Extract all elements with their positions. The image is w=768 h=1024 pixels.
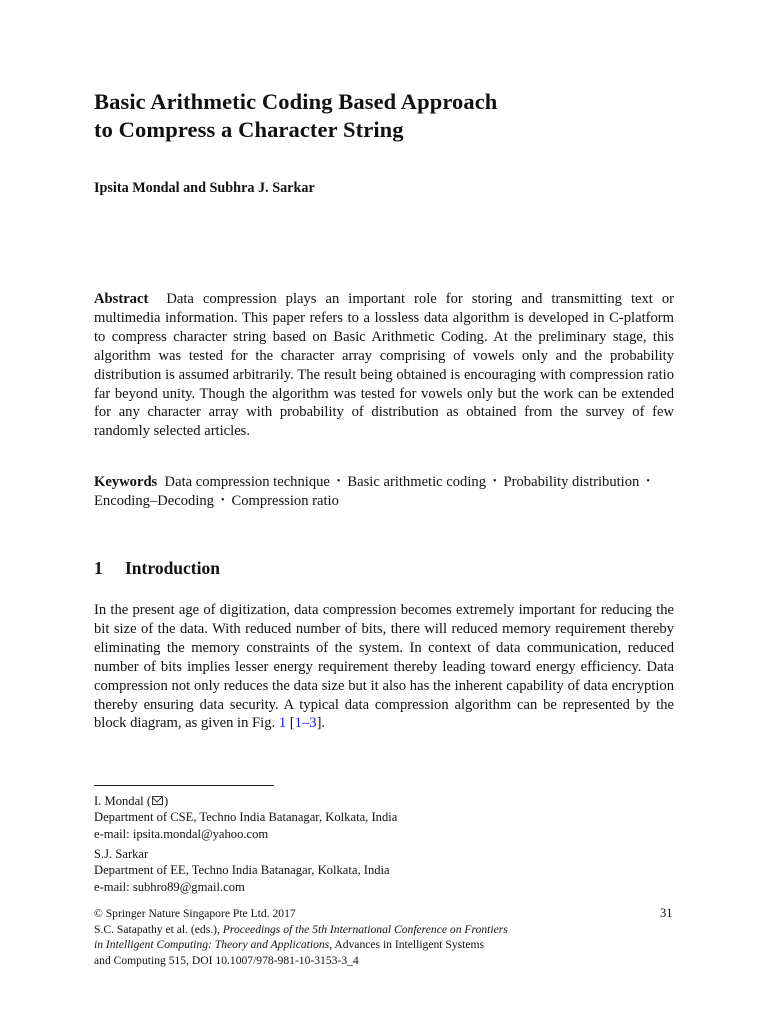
mail-icon: [152, 796, 163, 805]
footnote-affiliation: Department of CSE, Techno India Batanagar, Kolkata, India: [94, 810, 398, 825]
proceedings-title-part-1: Proceedings of the 5th International Conference on Frontiers: [222, 922, 508, 936]
author-footnote-sarkar: [94, 846, 674, 895]
footnote-author-line: [94, 793, 674, 809]
section-number: 1: [94, 558, 103, 578]
copyright-line: © Springer Nature Singapore Pte Ltd. 2017: [94, 907, 296, 920]
series-name: , Advances in Intelligent Systems: [329, 938, 485, 952]
keyword-separator: •: [493, 476, 497, 487]
footnote-affiliation: Department of EE, Techno India Batanagar, Kolkata, India: [94, 863, 390, 878]
footnote-author-name: S.J. Sarkar: [94, 847, 149, 861]
footnote-divider: [94, 785, 274, 786]
page-number: 31: [660, 906, 673, 920]
citation-link[interactable]: 1–3: [294, 715, 317, 732]
introduction-text: In the present age of digitization, data compression becomes extremely important for reducing the bit size of the data. With reduced number of bits, there will reduced memory requirement thereby eliminating the memory constraints of the system. In context of data communication, reduced number of bits implies lesser energy requirement thereby leading toward energy efficiency. Data compression not only reduces the data size but it also has the inherent capability of data encryption thereby ensuring data security. A typical data compression algorithm can be represented by the block diagram, as given in Fig.: [94, 602, 674, 732]
paper-title: [94, 88, 654, 144]
figure-link[interactable]: 1: [278, 715, 287, 732]
title-line-1: Basic Arithmetic Coding Based Approach: [94, 89, 498, 114]
introduction-paragraph: [94, 601, 674, 733]
keyword-separator: •: [336, 476, 341, 487]
keyword-separator: •: [220, 494, 225, 506]
keyword-item: Encoding–Decoding: [94, 492, 214, 509]
citation-open: [: [289, 715, 295, 732]
abstract-text: Data compression plays an important role for storing and transmitting text or multimedia information. This paper refers to a lossless data algorithm is developed in C-platform to compress character string based on Basic Arithmetic Coding. At the preliminary stage, this algorithm was tested for the character array comprising of vowels only and the probability distribution is assumed arbitrarily. The result being obtained is encouraging with compression ratio far beyond unity. Though the algorithm was tested for vowels only but the work can be extended for any character array with probability of distribution as obtained from the survey of few randomly selected articles.: [94, 291, 674, 440]
abstract-label: Abstract: [94, 291, 149, 307]
keyword-item: Probability distribution: [503, 474, 640, 490]
footnote-author-name: I. Mondal (: [94, 794, 152, 808]
keyword-separator: •: [646, 476, 650, 487]
section-title: Introduction: [125, 558, 220, 578]
title-line-2: to Compress a Character String: [94, 117, 404, 142]
footnote-email: e-mail: ipsita.mondal@yahoo.com: [94, 826, 269, 841]
citation-line-1: [94, 922, 674, 938]
author-footnote-mondal: [94, 793, 674, 842]
citation-editors: S.C. Satapathy et al. (eds.),: [94, 922, 223, 936]
keywords: [94, 473, 674, 511]
keyword-item: Compression ratio: [231, 492, 339, 509]
doi-line: and Computing 515, DOI 10.1007/978-981-10-3153-3_4: [94, 953, 359, 967]
abstract: [94, 290, 674, 441]
footnote-email: e-mail: subhro89@gmail.com: [94, 879, 245, 894]
citation-close: ].: [316, 715, 326, 732]
section-heading-introduction: [94, 557, 220, 579]
keyword-item: Data compression technique: [164, 474, 330, 490]
keyword-item: Basic arithmetic coding: [347, 474, 487, 490]
proceedings-title-part-2: in Intelligent Computing: Theory and Applications: [94, 938, 330, 952]
keywords-label: Keywords: [94, 474, 158, 490]
footnote-author-name-suffix: ): [164, 794, 169, 808]
citation-line-2: [94, 937, 674, 953]
author-list: Ipsita Mondal and Subhra J. Sarkar: [94, 180, 315, 196]
copyright-block: [94, 906, 674, 968]
